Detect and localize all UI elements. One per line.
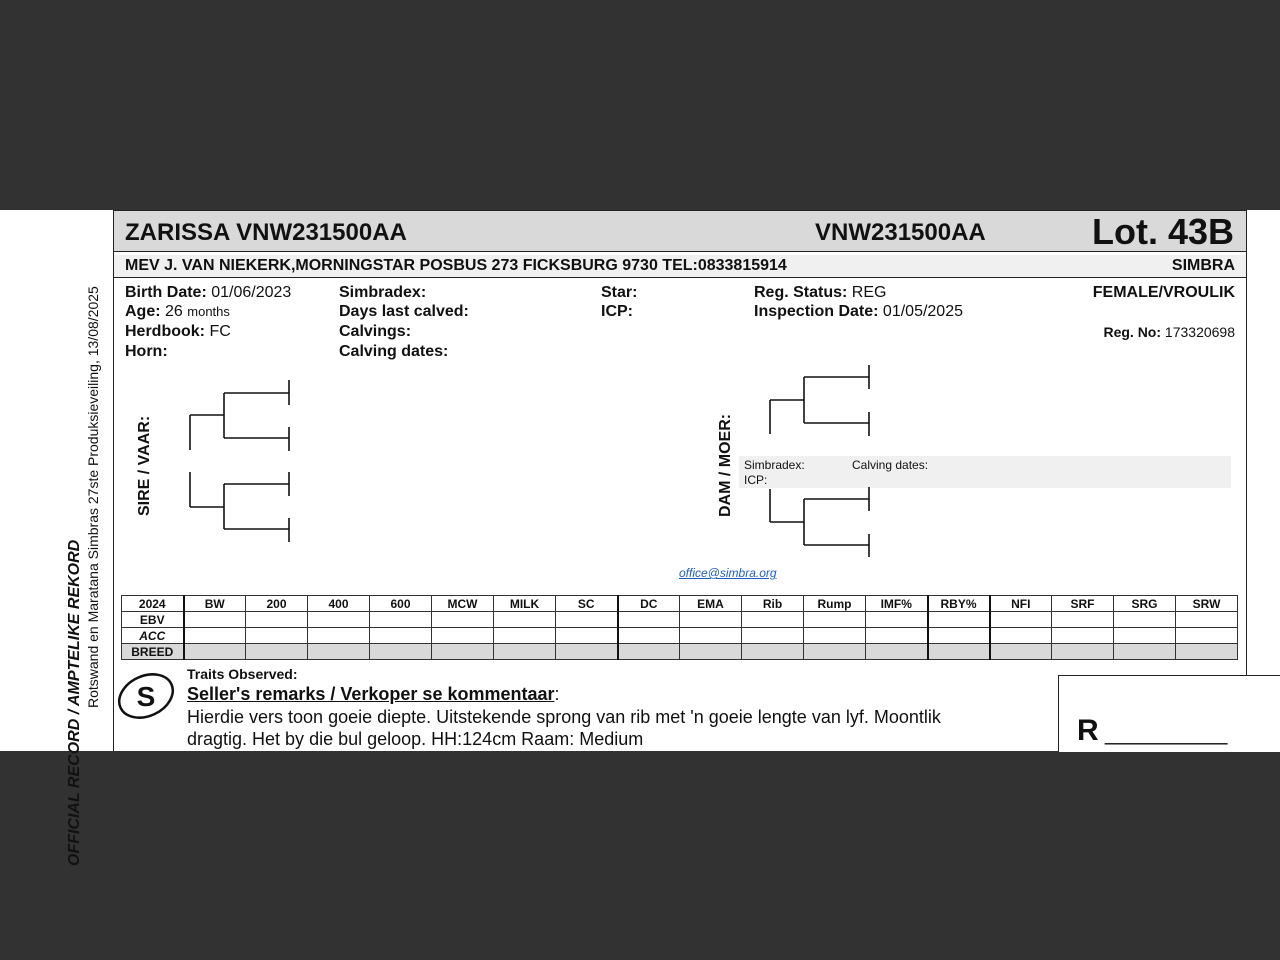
dam-icp-label: ICP: bbox=[744, 473, 768, 487]
ebv-cell bbox=[556, 628, 618, 644]
logo-letter: S bbox=[136, 681, 156, 712]
ebv-cell bbox=[246, 612, 308, 628]
price-prefix: R bbox=[1077, 714, 1099, 747]
ebv-cell bbox=[246, 628, 308, 644]
breed-row bbox=[122, 644, 1238, 660]
simbradex-label: Simbradex: bbox=[339, 284, 427, 301]
price-blank-field[interactable]: __________ bbox=[1105, 720, 1228, 745]
catalogue-page bbox=[0, 210, 1280, 866]
ebv-header-row bbox=[122, 596, 1238, 612]
ebv-cell bbox=[1052, 628, 1114, 644]
sellers-remarks-heading bbox=[187, 684, 560, 705]
ebv-cell bbox=[308, 644, 370, 660]
traits-observed-label: Traits Observed: bbox=[187, 666, 298, 682]
ebv-header-sc: SC bbox=[556, 596, 618, 612]
ebv-cell bbox=[184, 628, 246, 644]
ebv-cell bbox=[990, 612, 1052, 628]
birth-date-label: Birth Date: bbox=[125, 284, 207, 301]
herdbook-label: Herdbook: bbox=[125, 323, 205, 340]
ebv-table bbox=[121, 595, 1238, 660]
ebv-cell bbox=[1114, 612, 1176, 628]
calving-dates-label: Calving dates: bbox=[339, 343, 449, 360]
calvings-label: Calvings: bbox=[339, 323, 412, 340]
ebv-cell bbox=[494, 612, 556, 628]
ebv-cell bbox=[432, 628, 494, 644]
ebv-cell bbox=[494, 628, 556, 644]
ebv-cell bbox=[184, 612, 246, 628]
ebv-cell bbox=[866, 644, 928, 660]
birth-date-value: 01/06/2023 bbox=[211, 284, 292, 301]
ebv-cell bbox=[742, 612, 804, 628]
ebv-cell bbox=[680, 644, 742, 660]
ebv-cell bbox=[494, 644, 556, 660]
ebv-row bbox=[122, 612, 1238, 628]
ebv-cell bbox=[184, 644, 246, 660]
inspection-row bbox=[754, 303, 963, 321]
ebv-header-rump: Rump bbox=[804, 596, 866, 612]
ebv-header-milk: MILK bbox=[494, 596, 556, 612]
ebv-cell bbox=[370, 644, 432, 660]
title-bar bbox=[114, 210, 1246, 252]
ebv-header-mcw: MCW bbox=[432, 596, 494, 612]
sire-pedigree-tree bbox=[184, 375, 294, 545]
price-box bbox=[1058, 675, 1280, 752]
dam-label: DAM / MOER: bbox=[717, 413, 734, 517]
ebv-header-srf: SRF bbox=[1052, 596, 1114, 612]
ebv-cell bbox=[1052, 612, 1114, 628]
sire-label: SIRE / VAAR: bbox=[136, 415, 153, 516]
reg-no-label: Reg. No: bbox=[1103, 324, 1162, 340]
ebv-cell bbox=[1176, 612, 1238, 628]
sellers-remarks-text-1: Hierdie vers toon goeie diepte. Uitstekende sprong van rib met 'n goeie lengte van lyf. Moontlik bbox=[187, 707, 941, 727]
dam-calving-dates-label: Calving dates: bbox=[852, 458, 929, 472]
age-value: 26 bbox=[165, 303, 183, 320]
inspection-date-value: 01/05/2025 bbox=[882, 303, 963, 320]
reg-status-value: REG bbox=[851, 284, 887, 301]
ebv-cell bbox=[1114, 644, 1176, 660]
ebv-cell bbox=[804, 612, 866, 628]
ebv-cell bbox=[1176, 644, 1238, 660]
reg-status-row bbox=[754, 284, 886, 302]
herdbook-value: FC bbox=[209, 323, 231, 340]
row-label-ebv: EBV bbox=[122, 612, 184, 628]
horn-label: Horn: bbox=[125, 343, 168, 360]
sellers-remarks-title: Seller's remarks / Verkoper se kommentaar bbox=[187, 684, 555, 704]
dam-pedigree-tree-upper bbox=[764, 362, 874, 442]
ebv-header-200: 200 bbox=[246, 596, 308, 612]
animal-name: ZARISSA VNW231500AA bbox=[125, 219, 407, 246]
ebv-cell bbox=[370, 612, 432, 628]
ebv-header-ema: EMA bbox=[680, 596, 742, 612]
auction-label: Rotswand en Maratana Simbras 27ste Produksieveiling, 13/08/2025 bbox=[85, 286, 101, 708]
ebv-cell bbox=[804, 628, 866, 644]
ebv-header-dc: DC bbox=[618, 596, 680, 612]
ebv-cell bbox=[742, 644, 804, 660]
ebv-cell bbox=[1052, 644, 1114, 660]
animal-id-code: VNW231500AA bbox=[815, 219, 986, 246]
sellers-remarks-colon: : bbox=[554, 684, 560, 704]
ebv-cell bbox=[370, 628, 432, 644]
ebv-cell bbox=[246, 644, 308, 660]
icp-label: ICP: bbox=[601, 303, 633, 320]
ebv-cell bbox=[928, 644, 990, 660]
ebv-cell bbox=[1114, 628, 1176, 644]
ebv-cell bbox=[928, 628, 990, 644]
ebv-cell bbox=[432, 644, 494, 660]
ebv-header-400: 400 bbox=[308, 596, 370, 612]
official-record-label: OFFICIAL RECORD / AMPTELIKE REKORD bbox=[66, 539, 83, 866]
ebv-cell bbox=[990, 628, 1052, 644]
ebv-cell bbox=[742, 628, 804, 644]
ebv-cell bbox=[928, 612, 990, 628]
herdbook-row bbox=[125, 323, 231, 341]
ebv-cell bbox=[556, 644, 618, 660]
dam-pedigree-tree-lower bbox=[764, 484, 874, 560]
days-last-calved-label: Days last calved: bbox=[339, 303, 469, 320]
ebv-cell bbox=[556, 612, 618, 628]
reg-no-row bbox=[1103, 324, 1235, 340]
ebv-cell bbox=[866, 612, 928, 628]
ebv-cell bbox=[618, 628, 680, 644]
ebv-cell bbox=[618, 612, 680, 628]
office-email-link[interactable]: office@simbra.org bbox=[679, 566, 777, 580]
ebv-header-srg: SRG bbox=[1114, 596, 1176, 612]
dam-simbradex-label: Simbradex: bbox=[744, 458, 805, 472]
ebv-cell bbox=[618, 644, 680, 660]
star-label: Star: bbox=[601, 284, 638, 301]
ebv-header-rby-: RBY% bbox=[928, 596, 990, 612]
age-label: Age: bbox=[125, 303, 161, 320]
ebv-cell bbox=[680, 628, 742, 644]
ebv-cell bbox=[804, 644, 866, 660]
ebv-header-srw: SRW bbox=[1176, 596, 1238, 612]
ebv-cell bbox=[866, 628, 928, 644]
ebv-cell bbox=[308, 612, 370, 628]
ebv-header-nfi: NFI bbox=[990, 596, 1052, 612]
birth-date-row bbox=[125, 284, 291, 302]
age-unit: months bbox=[187, 304, 230, 319]
ebv-cell bbox=[1176, 628, 1238, 644]
ebv-header-600: 600 bbox=[370, 596, 432, 612]
ebv-cell bbox=[990, 644, 1052, 660]
animal-card bbox=[113, 210, 1247, 751]
ebv-cell bbox=[308, 628, 370, 644]
age-row bbox=[125, 303, 230, 321]
reg-status-label: Reg. Status: bbox=[754, 284, 848, 301]
simbra-logo-icon bbox=[116, 668, 176, 724]
lot-number: Lot. 43B bbox=[1091, 211, 1234, 252]
ebv-cell bbox=[680, 612, 742, 628]
ebv-header-2024: 2024 bbox=[122, 596, 184, 612]
owner-bar bbox=[114, 255, 1246, 278]
row-label-acc: ACC bbox=[122, 628, 184, 644]
sex-label: FEMALE/VROULIK bbox=[1092, 284, 1235, 301]
ebv-header-bw: BW bbox=[184, 596, 246, 612]
reg-no-value: 173320698 bbox=[1164, 324, 1235, 340]
inspection-date-label: Inspection Date: bbox=[754, 303, 879, 320]
breed-label: SIMBRA bbox=[1171, 257, 1235, 274]
ebv-header-imf-: IMF% bbox=[866, 596, 928, 612]
sellers-remarks-text-2: dragtig. Het by die bul geloop. HH:124cm Raam: Medium bbox=[187, 729, 644, 749]
acc-row bbox=[122, 628, 1238, 644]
owner-info: MEV J. VAN NIEKERK,MORNINGSTAR POSBUS 273 FICKSBURG 9730 TEL:0833815914 bbox=[125, 257, 787, 274]
ebv-header-rib: Rib bbox=[742, 596, 804, 612]
ebv-cell bbox=[432, 612, 494, 628]
row-label-breed: BREED bbox=[122, 644, 184, 660]
